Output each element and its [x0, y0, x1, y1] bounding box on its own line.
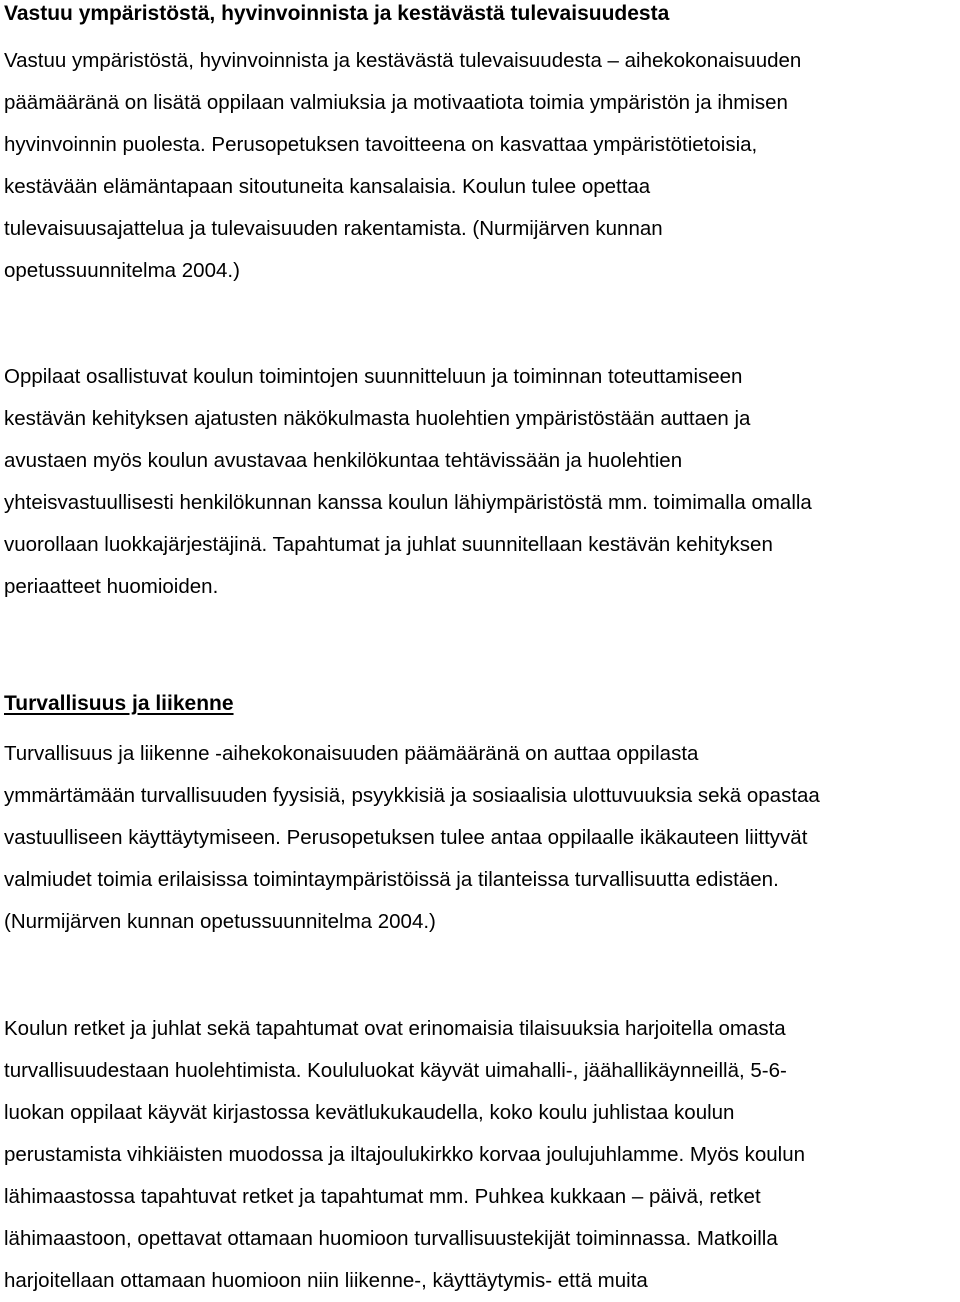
text-line: periaatteet huomioiden. [4, 575, 219, 598]
paragraph-environment-practice [4, 356, 960, 608]
text-line: valmiudet toimia erilaisissa toimintaympäristöissä ja tilanteissa turvallisuutta edistäen. [4, 868, 779, 891]
text-line: perustamista vihkiäisten muodossa ja iltajoulukirkko korvaa joulujuhlamme. Myös koulun [4, 1143, 806, 1166]
text-line: Turvallisuus ja liikenne -aihekokonaisuuden päämääränä on auttaa oppilasta [4, 742, 699, 765]
paragraph-environment-intro [4, 40, 960, 292]
text-line: harjoitellaan ottamaan huomioon niin liikenne-, käyttäytymis- että muita [4, 1269, 648, 1292]
text-line: vastuulliseen käyttäytymiseen. Perusopetuksen tulee antaa oppilaalle ikäkauteen liittyvät [4, 826, 808, 849]
text-line: avustaen myös koulun avustavaa henkilökuntaa tehtävissään ja huolehtien [4, 449, 683, 472]
text-line: vuorollaan luokkajärjestäjinä. Tapahtumat ja juhlat suunnitellaan kestävän kehityksen [4, 533, 773, 556]
paragraph-safety-intro [4, 733, 960, 943]
text-line: Koulun retket ja juhlat sekä tapahtumat ovat erinomaisia tilaisuuksia harjoitella omasta [4, 1017, 786, 1040]
text-line: päämääränä on lisätä oppilaan valmiuksia ja motivaatiota toimia ympäristön ja ihmisen [4, 91, 788, 114]
text-line: tulevaisuusajattelua ja tulevaisuuden rakentamista. (Nurmijärven kunnan [4, 217, 663, 240]
section-heading-environment: Vastuu ympäristöstä, hyvinvoinnista ja kestävästä tulevaisuudesta [4, 2, 670, 25]
text-line: hyvinvoinnin puolesta. Perusopetuksen tavoitteena on kasvattaa ympäristötietoisia, [4, 133, 758, 156]
text-line: yhteisvastuullisesti henkilökunnan kanssa koulun lähiympäristöstä mm. toimimalla omalla [4, 491, 812, 514]
text-line: lähimaastossa tapahtuvat retket ja tapahtumat mm. Puhkea kukkaan – päivä, retket [4, 1185, 761, 1208]
text-line: Vastuu ympäristöstä, hyvinvoinnista ja kestävästä tulevaisuudesta – aihekokonaisuuden [4, 49, 802, 72]
text-line: turvallisuudestaan huolehtimista. Koululuokat käyvät uimahalli-, jäähallikäynneillä, 5-6- [4, 1059, 787, 1082]
section-heading-safety: Turvallisuus ja liikenne [4, 692, 234, 715]
text-line: kestävään elämäntapaan sitoutuneita kansalaisia. Koulun tulee opettaa [4, 175, 651, 198]
text-line: lähimaastoon, opettavat ottamaan huomioon turvallisuustekijät toiminnassa. Matkoilla [4, 1227, 778, 1250]
text-line: opetussuunnitelma 2004.) [4, 259, 240, 282]
text-line: ymmärtämään turvallisuuden fyysisiä, psyykkisiä ja sosiaalisia ulottuvuuksia sekä opastaa [4, 784, 820, 807]
text-line: luokan oppilaat käyvät kirjastossa kevätlukukaudella, koko koulu juhlistaa koulun [4, 1101, 735, 1124]
text-line: kestävän kehityksen ajatusten näkökulmasta huolehtien ympäristöstään auttaen ja [4, 407, 751, 430]
paragraph-safety-practice [4, 1008, 960, 1302]
text-line: Oppilaat osallistuvat koulun toimintojen suunnitteluun ja toiminnan toteuttamiseen [4, 365, 743, 388]
text-line: (Nurmijärven kunnan opetussuunnitelma 2004.) [4, 910, 436, 933]
